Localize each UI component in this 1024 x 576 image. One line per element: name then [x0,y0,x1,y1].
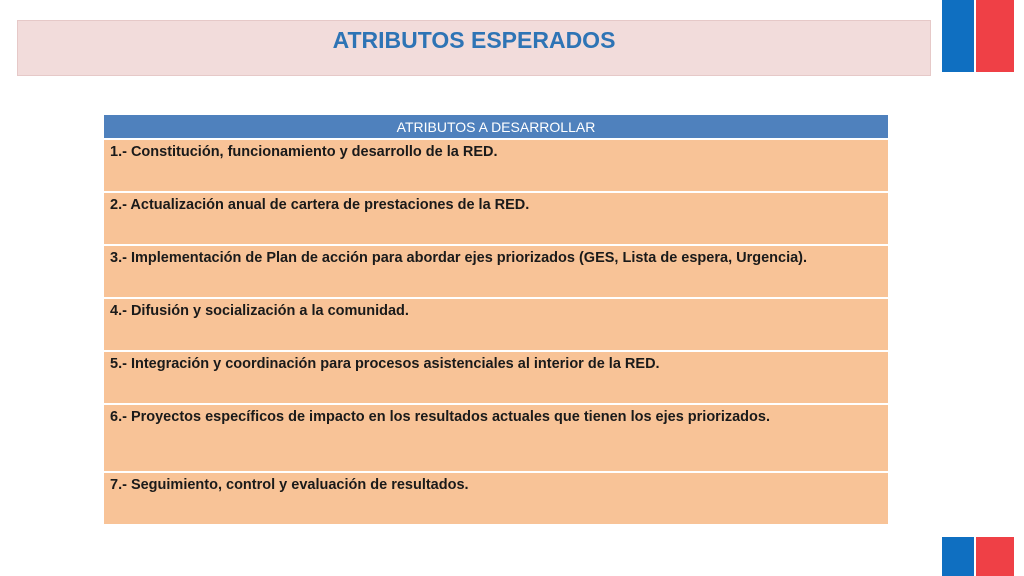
table-row [104,192,888,245]
table-cell: 3.- Implementación de Plan de acción para abordar ejes priorizados (GES, Lista de espera, Urgencia). [104,245,888,298]
table-row [104,404,888,472]
flag-red-bar [976,537,1014,576]
flag-blue-bar [942,537,974,576]
table-cell: 2.- Actualización anual de cartera de prestaciones de la RED. [104,192,888,245]
table-row [104,298,888,351]
attributes-table [104,115,888,524]
flag-stripe-bottom [942,537,1014,576]
table-cell: 4.- Difusión y socialización a la comunidad. [104,298,888,351]
table-cell: 1.- Constitución, funcionamiento y desarrollo de la RED. [104,139,888,192]
page-title: ATRIBUTOS ESPERADOS [332,27,616,53]
table-cell: 5.- Integración y coordinación para procesos asistenciales al interior de la RED. [104,351,888,404]
table-row [104,139,888,192]
flag-blue-bar [942,0,974,72]
table-header: ATRIBUTOS A DESARROLLAR [104,115,888,139]
table-row [104,351,888,404]
title-band [17,20,931,76]
table-cell: 7.- Seguimiento, control y evaluación de resultados. [104,472,888,524]
table-row [104,245,888,298]
table-row [104,472,888,524]
table-cell: 6.- Proyectos específicos de impacto en los resultados actuales que tienen los ejes priorizados. [104,404,888,472]
flag-stripe-top [942,0,1014,72]
flag-red-bar [976,0,1014,72]
